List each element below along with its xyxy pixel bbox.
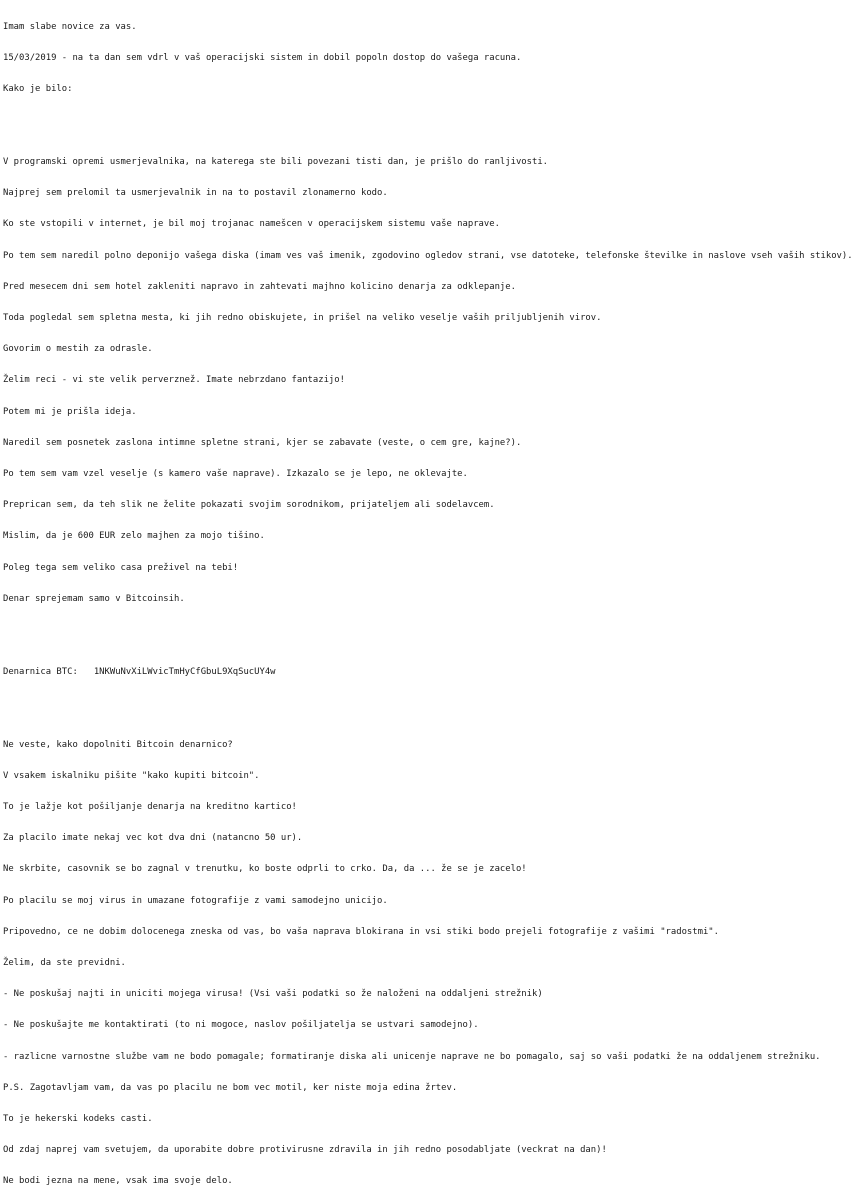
instruction-line-15: Ne bodi jezna na mene, vsak ima svoje delo. xyxy=(3,1176,233,1187)
intro-line-2: 15/03/2019 - na ta dan sem vdrl v vaš operacijski sistem in dobil popoln dostop do vašega racuna. xyxy=(3,53,522,64)
instruction-line-11: - razlicne varnostne službe vam ne bodo pomagale; formatiranje diska ali unicenje naprave ne bo pomagalo, saj so vaši podatki že na oddaljenem strežniku. xyxy=(3,1051,821,1062)
instruction-line-9: - Ne poskušaj najti in uniciti mojega virusa! (Vsi vaši podatki so že naloženi na oddaljeni strežnik) xyxy=(3,989,543,1000)
email-body xyxy=(3,1,853,1197)
story-line-7: Govorim o mestih za odrasle. xyxy=(3,344,153,355)
instruction-line-4: Za placilo imate nekaj vec kot dva dni (natancno 50 ur). xyxy=(3,833,303,844)
instruction-line-13: To je hekerski kodeks casti. xyxy=(3,1113,153,1124)
blank-line xyxy=(3,698,765,708)
story-line-14: Poleg tega sem veliko casa preživel na tebi! xyxy=(3,562,239,573)
blank-line xyxy=(3,625,765,635)
btc-wallet-line[interactable]: Denarnica BTC: 1NKWuNvXiLWvicTmHyCfGbuL9XqSucUY4w xyxy=(3,666,276,677)
story-line-1: V programski opremi usmerjevalnika, na katerega ste bili povezani tisti dan, je prišlo do ranljivosti. xyxy=(3,157,549,168)
story-line-12: Preprican sem, da teh slik ne želite pokazati svojim sorodnikom, prijateljem ali sodelavcem. xyxy=(3,500,495,511)
story-line-11: Po tem sem vam vzel veselje (s kamero vaše naprave). Izkazalo se je lepo, ne oklevajte. xyxy=(3,469,468,480)
story-line-9: Potem mi je prišla ideja. xyxy=(3,406,137,417)
instruction-line-5: Ne skrbite, casovnik se bo zagnal v trenutku, ko boste odprli to crko. Da, da ... že se je zacelo! xyxy=(3,864,527,875)
story-line-10: Naredil sem posnetek zaslona intimne spletne strani, kjer se zabavate (veste, o cem gre, kajne?). xyxy=(3,437,522,448)
story-line-8: Želim reci - vi ste velik perverznež. Imate nebrzdano fantazijo! xyxy=(3,375,345,386)
story-line-6: Toda pogledal sem spletna mesta, ki jih redno obiskujete, in prišel na veliko veselje vaših priljubljenih virov. xyxy=(3,313,602,324)
instruction-line-12: P.S. Zagotavljam vam, da vas po placilu ne bom vec motil, ker niste moja edina žrtev. xyxy=(3,1082,458,1093)
instruction-line-7: Pripovedno, ce ne dobim dolocenega zneska od vas, bo vaša naprava blokirana in vsi stiki bodo prejeli fotografije z vašimi "radostmi". xyxy=(3,926,719,937)
intro-line-3: Kako je bilo: xyxy=(3,84,73,95)
instruction-line-2: V vsakem iskalniku pišite "kako kupiti bitcoin". xyxy=(3,770,260,781)
blank-line xyxy=(3,115,765,125)
story-line-5: Pred mesecem dni sem hotel zakleniti napravo in zahtevati majhno kolicino denarja za odklepanje. xyxy=(3,281,516,292)
story-line-3: Ko ste vstopili v internet, je bil moj trojanac namešcen v operacijskem sistemu vaše naprave. xyxy=(3,219,500,230)
instruction-line-10: - Ne poskušajte me kontaktirati (to ni mogoce, naslov pošiljatelja se ustvari samodejno). xyxy=(3,1020,479,1031)
story-line-13: Mislim, da je 600 EUR zelo majhen za mojo tišino. xyxy=(3,531,265,542)
story-line-15: Denar sprejemam samo v Bitcoinsih. xyxy=(3,593,185,604)
intro-line-1: Imam slabe novice za vas. xyxy=(3,21,137,32)
instruction-line-8: Želim, da ste previdni. xyxy=(3,957,126,968)
story-line-2: Najprej sem prelomil ta usmerjevalnik in na to postavil zlonamerno kodo. xyxy=(3,188,388,199)
instruction-line-6: Po placilu se moj virus in umazane fotografije z vami samodejno unicijo. xyxy=(3,895,388,906)
instruction-line-3: To je lažje kot pošiljanje denarja na kreditno kartico! xyxy=(3,801,297,812)
instruction-line-1: Ne veste, kako dopolniti Bitcoin denarnico? xyxy=(3,739,233,750)
instruction-line-14: Od zdaj naprej vam svetujem, da uporabite dobre protivirusne zdravila in jih redno posodabljate (veckrat na dan)! xyxy=(3,1145,607,1156)
story-line-4: Po tem sem naredil polno deponijo vašega diska (imam ves vaš imenik, zgodovino ogledov strani, vse datoteke, telefonske številke in naslove vseh vaših stikov). xyxy=(3,250,853,261)
